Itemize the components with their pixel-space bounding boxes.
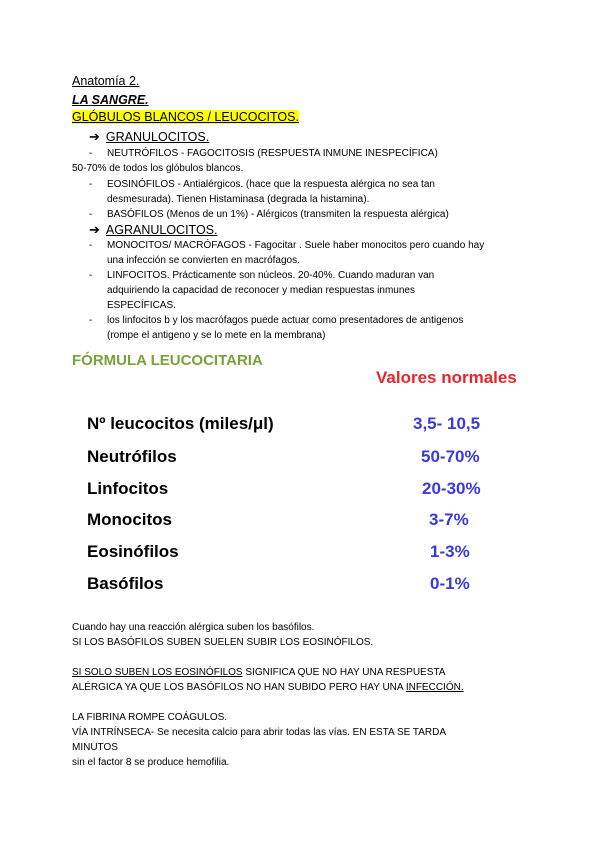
monocitos-text-1: MONOCITOS/ MACRÓFAGOS - Fagocitar . Suele haber monocitos pero cuando hay [107, 240, 485, 251]
linfob-text-2: (rompe el antigeno y se lo mete en la membrana) [107, 330, 326, 341]
note-line-1: Cuando hay una reacción alérgica suben los basófilos. [72, 622, 315, 633]
linfocitos-text-3: ESPECÍFICAS. [107, 300, 176, 311]
arrow-right-icon: ➔ [89, 129, 100, 144]
formula-row-value: 50-70% [421, 447, 480, 466]
course-title: Anatomía 2. [72, 74, 140, 88]
agranulocitos-title: AGRANULOCITOS. [105, 223, 218, 237]
formula-row-label: Eosinófilos [87, 542, 179, 561]
note-line-2: SI LOS BASÓFILOS SUBEN SUELEN SUBIR LOS EOSINÓFILOS. [72, 637, 374, 648]
formula-row-label: Neutrófilos [87, 447, 177, 466]
values-header: Valores normales [376, 368, 517, 387]
section-title: GLÓBULOS BLANCOS / LEUCOCITOS. [72, 110, 299, 124]
formula-row-label: Basófilos [87, 574, 164, 593]
monocitos-text-2: una infección se convierten en macrófagos. [107, 255, 300, 266]
neutrofilos-note: 50-70% de todos los glóbulos blancos. [72, 163, 244, 174]
linfob-text-1: los linfocitos b y los macrófagos puede actuar como presentadores de antigenos [107, 315, 464, 326]
formula-row-label: Monocitos [87, 510, 172, 529]
formula-row-value: 3-7% [429, 510, 469, 529]
formula-title: FÓRMULA LEUCOCITARIA [72, 352, 263, 369]
basofilos-text: BASÓFILOS (Menos de un 1%) - Alérgicos (transmiten la respuesta alérgica) [107, 209, 449, 220]
formula-row-label: Linfocitos [87, 479, 169, 498]
formula-row-value: 0-1% [430, 574, 470, 593]
note-line-4-text: ALÉRGICA YA QUE LOS BASÓFILOS NO HAN SUBIDO PERO HAY UNA [72, 682, 406, 693]
formula-row-value: 1-3% [430, 542, 470, 561]
linfocitos-text-1: LINFOCITOS. Prácticamente son núcleos. 20-40%. Cuando maduran van [107, 270, 435, 281]
note-line-4-underlined: INFECCIÓN. [405, 682, 464, 693]
eosinofilos-text-2: desmesurada). Tienen Histaminasa (degrada la histamina). [107, 194, 370, 205]
granulocitos-heading [89, 129, 209, 145]
formula-row-value: 20-30% [422, 479, 481, 498]
topic-title: LA SANGRE. [72, 93, 149, 107]
arrow-right-icon: ➔ [89, 222, 100, 237]
note-line-3 [72, 665, 445, 680]
note-line-5: LA FIBRINA ROMPE COÁGULOS. [72, 712, 228, 723]
granulocitos-title: GRANULOCITOS. [105, 130, 210, 144]
note-line-3-rest: SIGNIFICA QUE NO HAY UNA RESPUESTA [242, 667, 446, 678]
note-line-8: sin el factor 8 se produce hemofilia. [72, 757, 230, 768]
note-line-6: VÍA INTRÍNSECA- Se necesita calcio para abrir todas las vías. EN ESTA SE TARDA [72, 727, 447, 738]
eosinofilos-text-1: EOSINÓFILOS - Antialérgicos. (hace que la respuesta alérgica no sea tan [107, 179, 435, 190]
note-line-4 [72, 680, 464, 695]
neutrofilos-text: NEUTRÓFILOS - FAGOCITOSIS (RESPUESTA INMUNE INESPECÍFICA) [107, 148, 438, 159]
formula-row-value: 3,5- 10,5 [413, 414, 481, 433]
linfocitos-text-2: adquiriendo la capacidad de reconocer y median respuestas inmunes [107, 285, 415, 296]
agranulocitos-heading [89, 222, 218, 238]
formula-row-label: Nº leucocitos (miles/μl) [87, 414, 274, 433]
note-line-3-underlined: SI SOLO SUBEN LOS EOSINÓFILOS [72, 667, 243, 678]
note-line-7: MINUTOS [72, 742, 118, 753]
